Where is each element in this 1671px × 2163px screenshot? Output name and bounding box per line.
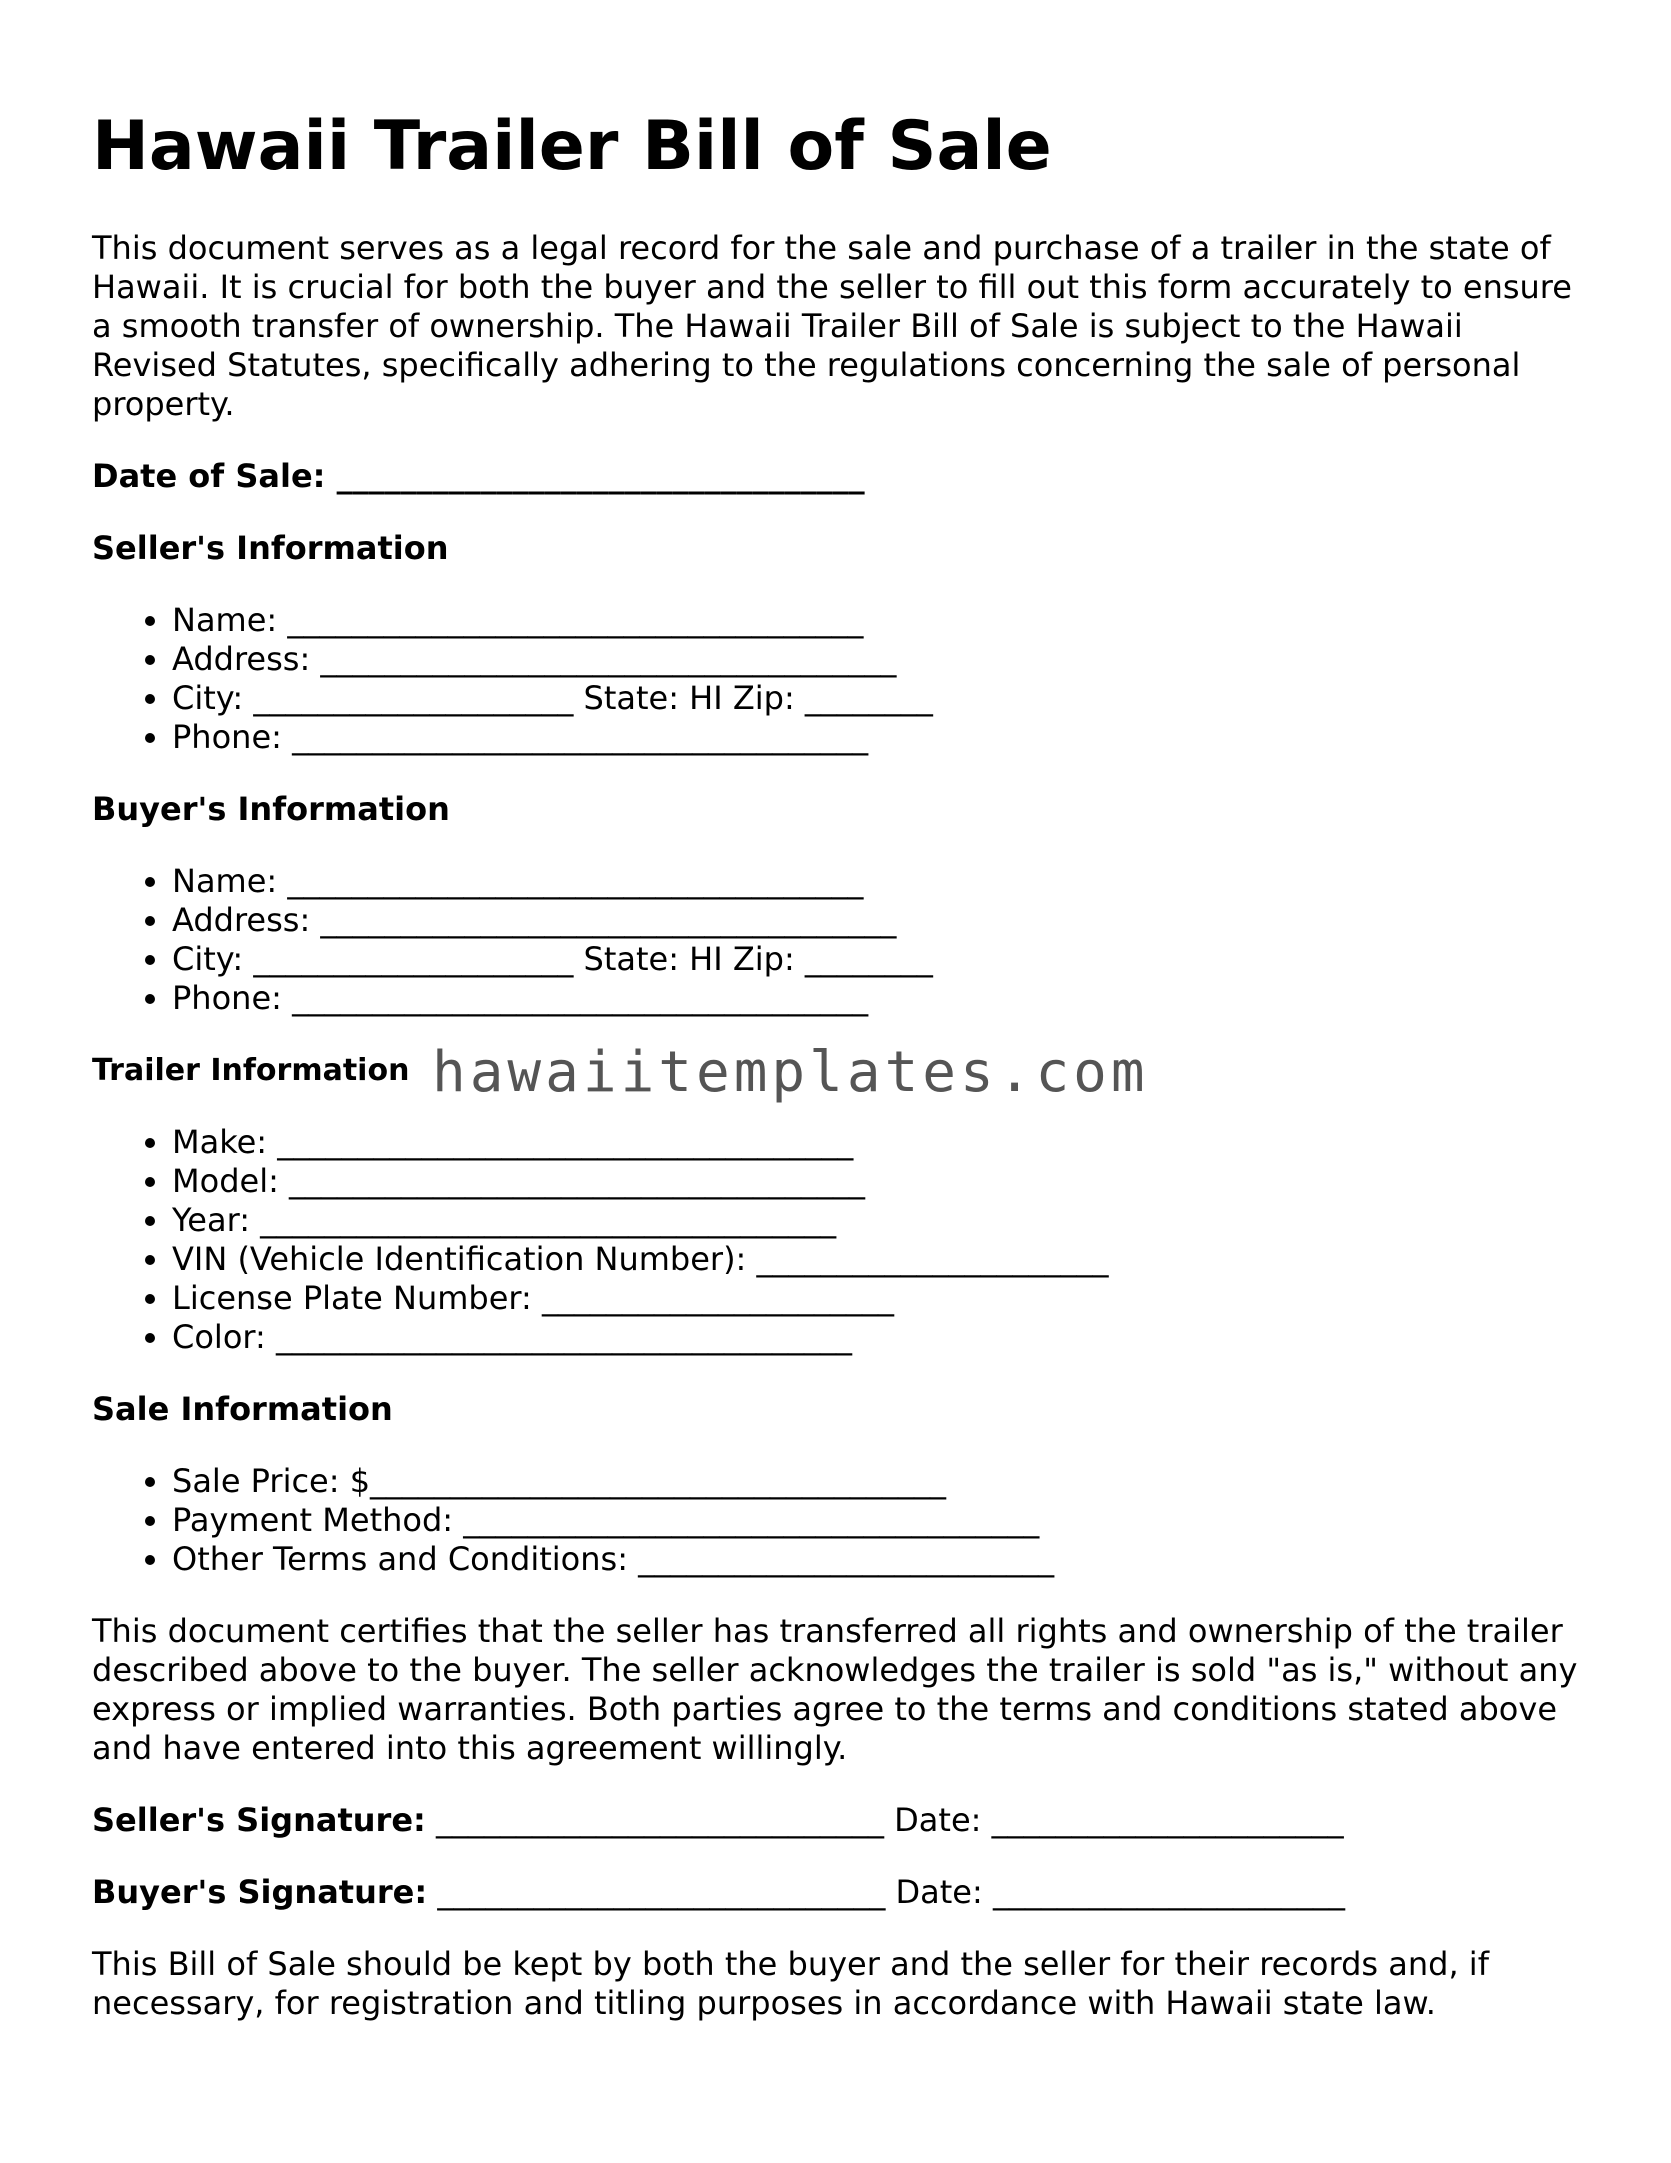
buyer-signature-blanks: ____________________________ Date: ______________________ [427, 1872, 1345, 1911]
trailer-year-field: • Year: ____________________________________ [172, 1201, 1592, 1240]
seller-section-heading: Seller's Information [92, 528, 449, 567]
seller-signature-line [92, 1801, 1592, 1840]
seller-phone-field: • Phone: ____________________________________ [172, 718, 1592, 757]
buyer-signature-line [92, 1873, 1592, 1912]
trailer-section-heading: Trailer Information [92, 1052, 410, 1088]
seller-name-field: • Name: ____________________________________ [172, 601, 1592, 640]
trailer-color-field: • Color: ____________________________________ [172, 1318, 1592, 1357]
buyer-city-state-zip-field: • City: ____________________ State: HI Zip: ________ [172, 940, 1592, 979]
trailer-heading-row [92, 1039, 1592, 1105]
buyer-signature-label: Buyer's Signature: [92, 1872, 428, 1911]
date-of-sale-line: Date of Sale: _________________________________ [92, 456, 865, 495]
sale-price-field: • Sale Price: $____________________________________ [172, 1462, 1592, 1501]
buyer-name-field: • Name: ____________________________________ [172, 862, 1592, 901]
watermark: hawaiitemplates.com [432, 1039, 1149, 1105]
seller-signature-blanks: ____________________________ Date: ______________________ [425, 1800, 1344, 1839]
seller-address-field: • Address: ____________________________________ [172, 640, 1592, 679]
trailer-vin-field: • VIN (Vehicle Identification Number): ______________________ [172, 1240, 1592, 1279]
buyer-phone-field: • Phone: ____________________________________ [172, 979, 1592, 1018]
footer-paragraph: This Bill of Sale should be kept by both the buyer and the seller for their records and, if necessary, for registration and titling purposes in accordance with Hawaii state law. [92, 1944, 1489, 2022]
seller-city-state-zip-field: • City: ____________________ State: HI Zip: ________ [172, 679, 1592, 718]
trailer-make-field: • Make: ____________________________________ [172, 1123, 1592, 1162]
other-terms-field: • Other Terms and Conditions: __________________________ [172, 1540, 1592, 1579]
document-title: Hawaii Trailer Bill of Sale [92, 107, 1052, 186]
buyer-section-heading: Buyer's Information [92, 789, 450, 828]
certification-paragraph: This document certifies that the seller has transferred all rights and ownership of the trailer described above to the buyer. The seller acknowledges the trailer is sold "as is," without any express or implied warranties. Both parties agree to the terms and conditions stated above and have entered into this agreement willingly. [92, 1611, 1578, 1767]
payment-method-field: • Payment Method: ____________________________________ [172, 1501, 1592, 1540]
trailer-license-plate-field: • License Plate Number: ______________________ [172, 1279, 1592, 1318]
sale-section-heading: Sale Information [92, 1389, 393, 1428]
sale-info-list [92, 1462, 1592, 1579]
buyer-info-list [92, 862, 1592, 1018]
trailer-model-field: • Model: ____________________________________ [172, 1162, 1592, 1201]
buyer-address-field: • Address: ____________________________________ [172, 901, 1592, 940]
document-page [92, 107, 1592, 2023]
seller-info-list [92, 601, 1592, 757]
intro-paragraph: This document serves as a legal record for the sale and purchase of a trailer in the state of Hawaii. It is crucial for both the buyer and the seller to fill out this form accurately to ensure a smooth transfer of ownership. The Hawaii Trailer Bill of Sale is subject to the Hawaii Revised Statutes, specifically adhering to the regulations concerning the sale of personal property. [92, 228, 1572, 423]
seller-signature-label: Seller's Signature: [92, 1800, 426, 1839]
trailer-info-list [92, 1123, 1592, 1357]
